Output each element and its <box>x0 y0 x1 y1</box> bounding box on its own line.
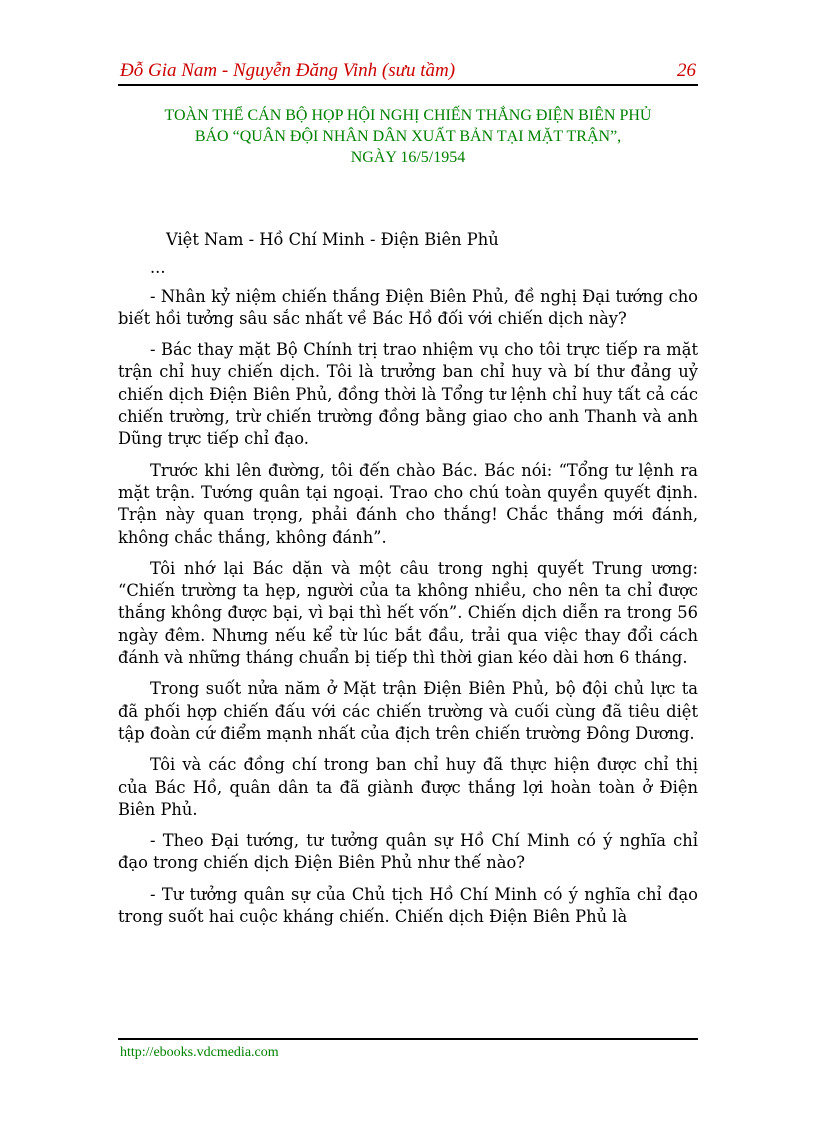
title-line: NGÀY 16/5/1954 <box>350 149 466 166</box>
article-title <box>118 105 698 168</box>
footer-divider <box>118 1038 698 1040</box>
title-line: TOÀN THỂ CÁN BỘ HỌP HỘI NGHỊ CHIẾN THẮNG ĐIỆN BIÊN PHỦ <box>164 107 652 124</box>
opening-line: Việt Nam - Hồ Chí Minh - Điện Biên Phủ <box>166 230 499 249</box>
paragraph: - Tư tưởng quân sự của Chủ tịch Hồ Chí Minh có ý nghĩa chỉ đạo trong suốt hai cuộc kháng chiến. Chiến dịch Điện Biên Phủ là <box>118 884 698 927</box>
paragraph: Tôi nhớ lại Bác dặn và một câu trong nghị quyết Trung ương: “Chiến trường ta hẹp, người của ta không nhiều, cho nên ta chỉ được thắng không được bại, vì bại thì hết vốn”. Chiến dịch diễn ra trong 56 ngày đêm. Nhưng nếu kể từ lúc bắt đầu, trải qua việc thay đổi cách đánh và những tháng chuẩn bị tiếp thì thời gian kéo dài hơn 6 tháng. <box>118 558 698 668</box>
title-line: BÁO “QUÂN ĐỘI NHÂN DÂN XUẤT BẢN TẠI MẶT TRẬN”, <box>194 128 622 145</box>
header-authors: Đỗ Gia Nam - Nguyễn Đăng Vinh (sưu tầm) <box>120 60 456 81</box>
paragraph: - Bác thay mặt Bộ Chính trị trao nhiệm vụ cho tôi trực tiếp ra mặt trận chỉ huy chiến dịch. Tôi là trưởng ban chỉ huy và bí thư đảng uỷ chiến dịch Điện Biên Phủ, đồng thời là Tổng tư lệnh chỉ huy tất cả các chiến trường, trừ chiến trường đồng bằng giao cho anh Thanh và anh Dũng trực tiếp chỉ đạo. <box>118 340 698 449</box>
paragraph: - Theo Đại tướng, tư tưởng quân sự Hồ Chí Minh có ý nghĩa chỉ đạo trong chiến dịch Điện Biên Phủ như thế nào? <box>118 831 698 873</box>
paragraph: Tôi và các đồng chí trong ban chỉ huy đã thực hiện được chỉ thị của Bác Hồ, quân dân ta đã giành được thắng lợi hoàn toàn ở Điện Biên Phủ. <box>118 755 698 819</box>
page-header <box>118 58 698 86</box>
ellipsis: ... <box>150 258 166 278</box>
paragraph: Trong suốt nửa năm ở Mặt trận Điện Biên Phủ, bộ đội chủ lực ta đã phối hợp chiến đấu với các chiến trường và cuối cùng đã tiêu diệt tập đoàn cứ điểm mạnh nhất của địch trên chiến trường Đông Dương. <box>118 679 698 743</box>
footer-url-link[interactable]: http://ebooks.vdcmedia.com <box>120 1045 279 1060</box>
paragraph: Trước khi lên đường, tôi đến chào Bác. Bác nói: “Tổng tư lệnh ra mặt trận. Tướng quân tại ngoại. Trao cho chú toàn quyền quyết định. Trận này quan trọng, phải đánh cho thắng! Chắc thắng mới đánh, không chắc thắng, không đánh”. <box>118 460 698 547</box>
article-body <box>118 229 698 937</box>
page-number: 26 <box>677 60 696 81</box>
paragraph: - Nhân kỷ niệm chiến thắng Điện Biên Phủ, đề nghị Đại tướng cho biết hồi tưởng sâu sắc nhất về Bác Hồ đối với chiến dịch này? <box>118 286 698 328</box>
